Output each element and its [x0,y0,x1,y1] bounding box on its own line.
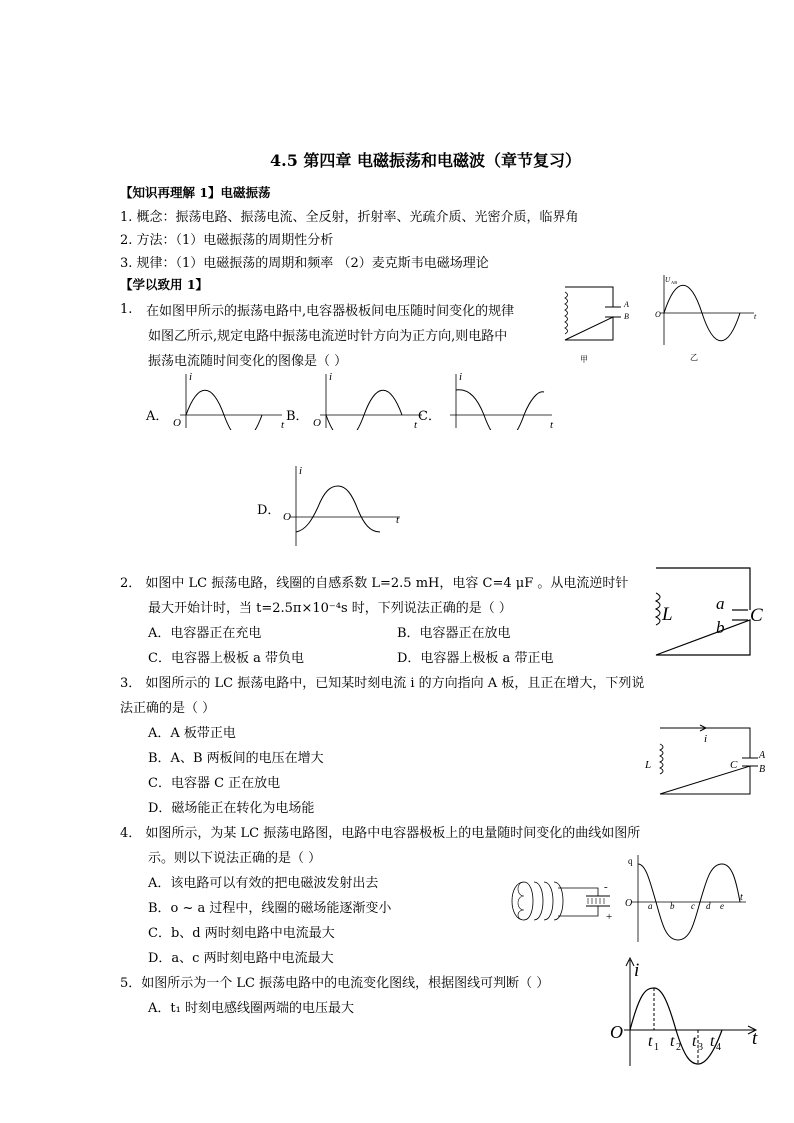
q1-line-1: 在如图甲所示的振荡电路中,电容器极板间电压随时间变化的规律 [146,304,515,319]
q5-t3-label: t [692,1033,697,1050]
q5-t1-label: t [648,1033,653,1050]
q3-line-2: 法正确的是（ ） [120,701,216,716]
q1-uab-label: U [665,276,671,284]
q1-line-2: 如图乙所示,规定电路中振荡电流逆时针方向为正方向,则电路中 [148,329,508,344]
q4-t-axis-label: t [740,892,743,903]
q4-origin: O [625,898,633,909]
q1-option-d-label: D． [257,503,281,518]
q3-plate-a-label: A [759,750,766,761]
page-title: 4.5 第四章 电磁振荡和电磁波（章节复习） [270,151,581,170]
q2-option-c: C．电容器上极板 a 带负电 [148,651,304,666]
q1-d-t-label: t [396,514,400,526]
q1-uab-subscript: AB [671,280,678,285]
q5-current-graph [606,952,766,1070]
q3-option-c: C．电容器 C 正在放电 [148,776,281,791]
section-header-knowledge: 【知识再理解 1】电磁振荡 [120,185,271,200]
q1-a-i-label: i [189,371,193,383]
q4-option-d: D．a、c 两时刻电路中电流最大 [148,951,334,966]
q1-b-i-label: i [329,371,333,383]
q5-i-axis-label: i [634,960,640,981]
q1-figure-jia-circuit [555,282,645,372]
method-line: 2. 方法：（1）电磁振荡的周期性分析 [120,233,334,248]
q4-line-2: 示。则以下说法正确的是（ ） [148,851,322,866]
q1-b-t-label: t [414,419,418,430]
q5-line-1: 5．如图所示为一个 LC 振荡电路中的电流变化图线，根据图线可判断（ ） [120,976,550,991]
q4-label-e: e [720,901,724,911]
q1-number: 1. [120,302,133,317]
q4-option-b: B．o ~ a 过程中，线圈的磁场能逐渐变小 [148,901,392,916]
q1-fig-jia-label: 甲 [580,355,588,364]
q2-option-d: D．电容器上极板 a 带正电 [397,651,554,666]
q1-plate-b-label: B [624,312,629,321]
q4-line-1: 4． 如图所示，为某 LC 振荡电路图，电路中电容器极板上的电量随时间变化的曲线如图所 [120,826,641,841]
q4-label-b: b [670,901,675,911]
q4-option-c: C．b、d 两时刻电路中电流最大 [148,926,335,941]
q5-t4-subscript: 4 [716,1042,721,1053]
q4-plus-sign: + [606,911,613,923]
rule-line: 3. 规律：（1）电磁振荡的周期和频率 （2）麦克斯韦电磁场理论 [120,256,489,271]
q1-d-i-label: i [299,465,303,477]
q4-label-c: c [691,901,695,911]
q5-option-a: A．t₁ 时刻电感线圈两端的电压最大 [148,1001,354,1016]
q5-origin: O [610,1022,623,1042]
q1-a-t-label: t [281,419,285,430]
q3-option-b: B．A、B 两板间的电压在增大 [148,751,324,766]
q1-option-b-label: B． [286,409,309,424]
q4-option-a: A．该电路可以有效的把电磁波发射出去 [148,876,379,891]
q1-option-c-graph [440,370,565,430]
q3-circuit-figure [640,722,768,800]
q2-capacitor-label: C [750,605,763,626]
q1-yi-origin: O [655,310,661,319]
q5-t1-subscript: 1 [654,1042,659,1053]
q1-option-a-label: A． [146,409,169,424]
q3-option-a: A．A 板带正电 [148,726,236,741]
q1-option-c-label: C． [418,409,441,424]
q1-yi-t-label: t [754,312,757,321]
q4-minus-sign: - [604,881,608,893]
q2-line-2: 最大开始计时，当 t=2.5π×10⁻⁴s 时，下列说法正确的是（ ） [148,601,512,616]
q3-current-label: i [704,733,708,745]
q1-figure-yi-graph [652,270,762,365]
q2-inductor-label: L [662,604,673,625]
q1-c-t-label: t [550,419,554,430]
q4-charge-graph [622,852,752,944]
q2-circuit-figure [640,563,768,661]
q1-plate-a-label: A [624,300,629,309]
concept-line: 1. 概念：振荡电路、振荡电流、全反射，折射率、光疏介质、光密介质，临界角 [120,210,579,225]
q3-line-1: 3． 如图所示的 LC 振荡电路中，已知某时刻电流 i 的方向指向 A 板，且正在增大，下列说 [120,676,645,691]
q1-fig-yi-label: 乙 [690,353,698,362]
q1-line-3: 振荡电流随时间变化的图像是（ ） [148,354,348,369]
q2-plate-a-label: a [716,594,725,613]
q5-t2-subscript: 2 [676,1042,681,1053]
q3-option-d: D．磁场能正在转化为电场能 [148,801,315,816]
q1-a-origin: O [173,417,181,429]
q2-option-a: A．电容器正在充电 [148,626,262,641]
q4-label-a: a [648,901,653,911]
q3-capacitor-label: C [730,759,738,771]
q5-t2-label: t [670,1033,675,1050]
q1-option-b-graph [310,370,435,430]
q5-t3-subscript: 3 [698,1042,703,1053]
q1-b-origin: O [313,417,321,429]
q1-option-a-graph [170,370,295,430]
q4-circuit-figure [506,872,618,934]
q4-q-axis-label: q [628,856,633,866]
q3-inductor-label: L [645,759,652,771]
q2-plate-b-label: b [716,618,725,637]
q3-plate-b-label: B [759,764,766,775]
q4-label-d: d [706,901,711,911]
q1-option-d-graph [280,462,405,550]
q1-c-i-label: i [459,371,463,383]
q2-line-1: 2． 如图中 LC 振荡电路，线圈的自感系数 L=2.5 mH，电容 C=4 μF 。从电流逆时针 [120,576,629,591]
section-header-practice: 【学以致用 1】 [120,277,209,292]
q5-t-axis-label: t [752,1028,758,1049]
q5-t4-label: t [710,1033,715,1050]
q2-option-b: B．电容器正在放电 [397,626,511,641]
q1-d-origin: O [283,511,291,523]
